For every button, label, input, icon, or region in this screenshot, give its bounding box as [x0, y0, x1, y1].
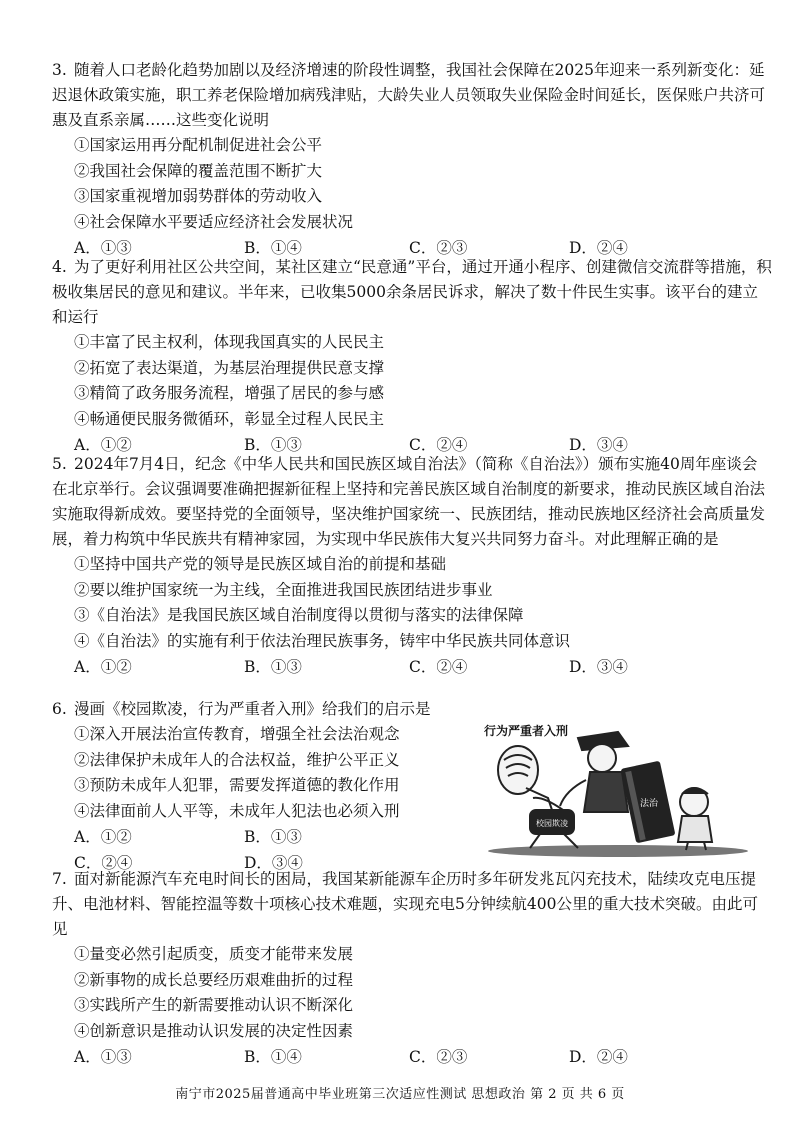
question-text: 2024年7月4日，纪念《中华人民共和国民族区域自治法》（简称《自治法》）颁布实施40周年座谈会在北京举行。会议强调要准确把握新征程上坚持和完善民族区域自治制度的新要求，推动民族区域自治法实施取得新成效。要坚持党的全面领导，坚决维护国家统一、民族团结，推动民族地区经济社会高质量发展，着力构筑中华民族共有精神家园，为实现中华民族伟大复兴共同努力奋斗。对此理解正确的是: [52, 455, 766, 548]
cartoon-caption: 行为严重者入刑: [484, 724, 569, 738]
child-figure: [678, 788, 712, 850]
choice-c: C．②④: [74, 854, 133, 872]
choice-d: D．③④: [569, 658, 628, 676]
choice-b: B．①③: [244, 658, 302, 676]
question-text: 漫画《校园欺凌，行为严重者入刑》给我们的启示是: [74, 700, 431, 718]
statement-2: ②法律保护未成年人的合法权益，维护公平正义: [74, 750, 400, 769]
question-text: 面对新能源汽车充电时间长的困局，我国某新能源车企历时多年研发兆瓦闪充技术，陆续攻克电压提升、电池材料、智能控温等数十项核心技术难题，实现充电5分钟续航400公里的重大技术突破。由此可见: [52, 870, 758, 938]
statement-1: ①丰富了民主权利，体现我国真实的人民民主: [74, 333, 385, 351]
question-text: 随着人口老龄化趋势加剧以及经济增速的阶段性调整，我国社会保障在2025年迎来一系列新变化：延迟退休政策实施，职工养老保险增加病残津贴，大龄失业人员领取失业保险金时间延长，医保账户共济可惠及直系亲属……这些变化说明: [52, 61, 766, 129]
answer-choices: [74, 1044, 772, 1070]
choice-c: C．②③: [409, 1048, 468, 1066]
statement-3: ③实践所产生的新需要推动认识不断深化: [74, 996, 354, 1014]
choice-a: A．①③: [74, 239, 132, 257]
choice-d: D．③④: [569, 436, 628, 454]
choice-b: B．①③: [244, 436, 302, 454]
question-7: [52, 867, 772, 1070]
question-4: [52, 255, 772, 458]
choice-a: A．①③: [74, 1048, 132, 1066]
question-stem: [52, 452, 772, 552]
question-number: 3.: [52, 61, 67, 79]
question-5: [52, 452, 772, 680]
statement-4: ④畅通便民服务微循环，彰显全过程人民民主: [74, 409, 385, 428]
statement-3: ③国家重视增加弱势群体的劳动收入: [74, 187, 323, 205]
statement-3: ③《自治法》是我国民族区域自治制度得以贯彻与落实的法律保障: [74, 606, 524, 624]
question-number: 5.: [52, 455, 67, 473]
choice-d: D．②④: [569, 1048, 628, 1066]
choice-b: B．①④: [244, 1048, 302, 1066]
question-stem: [52, 58, 772, 133]
question-number: 7.: [52, 870, 67, 888]
choice-c: C．②③: [409, 239, 468, 257]
choice-d: D．③④: [244, 854, 303, 872]
question-stem: [52, 867, 772, 942]
statement-4: ④法律面前人人平等，未成年人犯法也必须入刑: [74, 801, 400, 820]
answer-choices: [74, 654, 772, 680]
statement-3: ③预防未成年人犯罪，需要发挥道德的教化作用: [74, 776, 400, 794]
choice-b: B．①④: [244, 239, 302, 257]
book-label: 法治: [640, 799, 659, 809]
choice-a: A．①②: [74, 658, 132, 676]
question-stem: [52, 255, 772, 330]
answer-choices-row-1: [74, 824, 474, 850]
statement-2: ②拓宽了表达渠道，为基层治理提供民意支撑: [74, 358, 385, 377]
statement-2: ②我国社会保障的覆盖范围不断扩大: [74, 161, 323, 180]
statement-1: ①坚持中国共产党的领导是民族区域自治的前提和基础: [74, 555, 447, 573]
shirt-label: 校园欺凌: [536, 819, 568, 828]
choice-d: D．②④: [569, 239, 628, 257]
statement-4: ④社会保障水平要适应经济社会发展状况: [74, 212, 354, 231]
choice-c: C．②④: [409, 658, 468, 676]
choice-a: A．①②: [74, 828, 132, 846]
choice-b: B．①③: [244, 828, 302, 846]
statement-2: ②新事物的成长总要经历艰难曲折的过程: [74, 970, 354, 989]
bullying-cartoon-illustration: [478, 718, 748, 858]
ground-shadow: [488, 845, 748, 857]
question-3: [52, 58, 772, 261]
statement-3: ③精简了政务服务流程，增强了居民的参与感: [74, 384, 385, 402]
statement-1: ①量变必然引起质变，质变才能带来发展: [74, 945, 354, 963]
page-footer: 南宁市2025届普通高中毕业班第三次适应性测试 思想政治 第 2 页 共 6 页: [175, 1087, 625, 1102]
question-number: 6.: [52, 700, 67, 718]
statement-4: ④《自治法》的实施有利于依法治理民族事务，铸牢中华民族共同体意识: [74, 631, 571, 650]
statement-2: ②要以维护国家统一为主线，全面推进我国民族团结进步事业: [74, 580, 493, 599]
choice-a: A．①②: [74, 436, 132, 454]
statement-1: ①国家运用再分配机制促进社会公平: [74, 136, 323, 154]
statement-4: ④创新意识是推动认识发展的决定性因素: [74, 1021, 354, 1040]
question-number: 4.: [52, 258, 67, 276]
question-text: 为了更好利用社区公共空间，某社区建立“民意通”平台，通过开通小程序、创建微信交流群等措施，积极收集居民的意见和建议。半年来，已收集5000余条居民诉求，解决了数十件民生实事。该平台的建立和运行: [52, 258, 772, 326]
statement-1: ①深入开展法治宣传教育，增强全社会法治观念: [74, 725, 400, 743]
choice-c: C．②④: [409, 436, 468, 454]
